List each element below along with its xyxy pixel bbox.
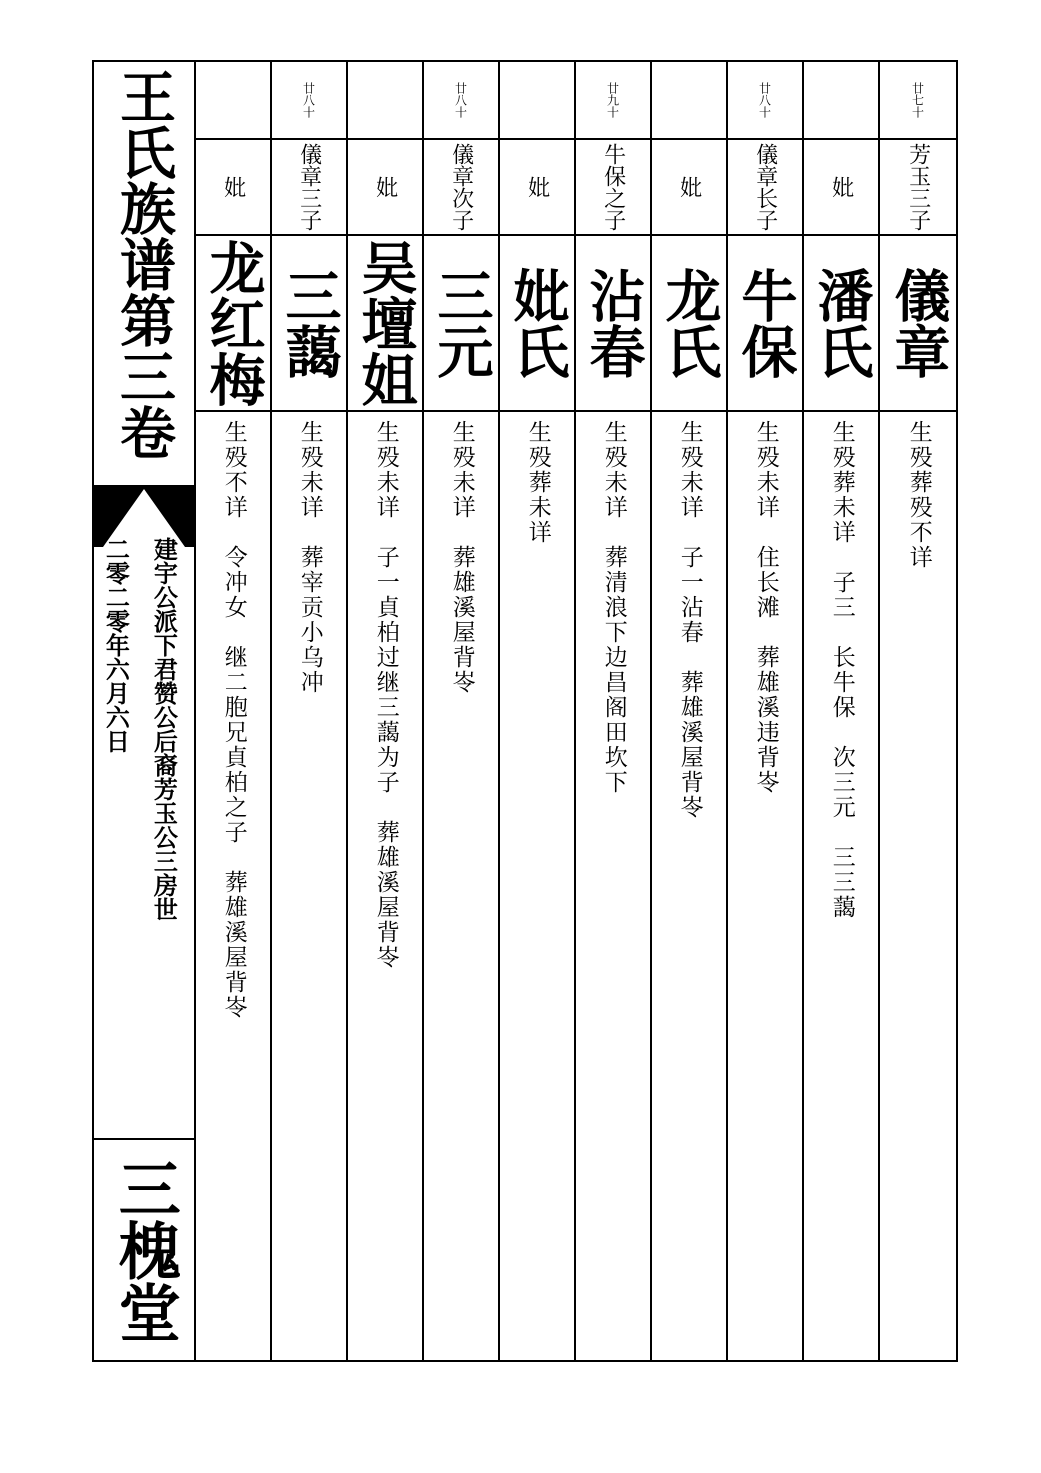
detail-cell — [576, 412, 650, 1360]
detail-cell — [196, 412, 270, 1360]
person-name: 三元 — [428, 267, 495, 379]
entry-column — [804, 62, 880, 1360]
detail-text: 生殁未详 葬清浪下边昌阁田坎下 — [600, 420, 627, 795]
person-name: 龙红梅 — [200, 239, 267, 407]
publish-date: 二零二零年六月六日 — [101, 537, 131, 753]
detail-text: 生殁未详 子一貞柏过继三藹为子 葬雄溪屋背岺 — [372, 420, 399, 970]
detail-cell — [880, 412, 956, 1360]
detail-text: 生殁未详 葬宰贡小乌冲 — [296, 420, 323, 695]
name-cell — [424, 236, 498, 412]
detail-text: 生殁葬未详 — [524, 420, 551, 545]
generation-cell — [196, 62, 270, 140]
generation-cell — [348, 62, 422, 140]
person-name: 沾春 — [580, 267, 647, 379]
relation-text: 儀章三子 — [296, 143, 322, 231]
person-name: 牛保 — [732, 267, 799, 379]
relation-text: 妣 — [220, 176, 246, 198]
relation-cell — [652, 140, 726, 236]
entry-column — [348, 62, 424, 1360]
generation-cell: 廿九十 — [576, 62, 650, 140]
entry-column — [880, 62, 956, 1360]
generation-cell — [652, 62, 726, 140]
generation-cell: 廿八十 — [424, 62, 498, 140]
detail-cell — [348, 412, 422, 1360]
genealogy-page — [92, 60, 958, 1362]
relation-cell — [272, 140, 346, 236]
name-cell — [652, 236, 726, 412]
relation-cell — [804, 140, 878, 236]
detail-text: 生殁不详 令冲女 继二胞兄貞柏之子 葬雄溪屋背岺 — [220, 420, 247, 1020]
name-cell — [576, 236, 650, 412]
person-name: 三藹 — [276, 267, 343, 379]
relation-text: 妣 — [524, 176, 550, 198]
detail-cell — [424, 412, 498, 1360]
entry-column — [272, 62, 348, 1360]
relation-cell — [348, 140, 422, 236]
name-cell — [728, 236, 802, 412]
name-cell — [500, 236, 574, 412]
detail-text: 生殁未详 葬雄溪屋背岺 — [448, 420, 475, 695]
detail-cell — [804, 412, 878, 1360]
entry-column — [424, 62, 500, 1360]
entry-column — [500, 62, 576, 1360]
entry-column — [652, 62, 728, 1360]
person-name: 吴壇姐 — [352, 239, 419, 407]
detail-cell — [728, 412, 802, 1360]
detail-cell — [272, 412, 346, 1360]
relation-cell — [196, 140, 270, 236]
left-title-panel — [94, 62, 196, 1360]
title-block — [94, 62, 194, 487]
person-name: 龙氏 — [656, 267, 723, 379]
name-cell — [348, 236, 422, 412]
generation-cell — [804, 62, 878, 140]
relation-text: 儀章次子 — [448, 143, 474, 231]
person-name: 潘氏 — [808, 267, 875, 379]
detail-text: 生殁葬殁不详 — [905, 420, 932, 570]
relation-text: 妣 — [676, 176, 702, 198]
entry-column — [196, 62, 272, 1360]
hall-name: 三槐堂 — [108, 1157, 182, 1343]
entry-column — [576, 62, 652, 1360]
relation-cell — [880, 140, 956, 236]
name-cell — [880, 236, 956, 412]
name-cell — [804, 236, 878, 412]
detail-text: 生殁葬未详 子三 长牛保 次三元 三三藹 — [828, 420, 855, 920]
relation-cell — [500, 140, 574, 236]
relation-text: 儀章长子 — [752, 143, 778, 231]
book-title: 王氏族谱第三卷 — [111, 68, 177, 460]
generation-cell: 廿八十 — [728, 62, 802, 140]
relation-text: 妣 — [372, 176, 398, 198]
detail-cell — [652, 412, 726, 1360]
person-name: 儀章 — [885, 267, 952, 379]
person-name: 妣氏 — [504, 267, 571, 379]
name-cell — [196, 236, 270, 412]
entry-column — [728, 62, 804, 1360]
relation-text: 妣 — [828, 176, 854, 198]
relation-text: 芳玉三子 — [905, 143, 931, 231]
relation-cell — [728, 140, 802, 236]
detail-cell — [500, 412, 574, 1360]
relation-text: 牛保之子 — [600, 143, 626, 231]
relation-cell — [576, 140, 650, 236]
hall-block — [94, 1138, 194, 1360]
generation-cell — [500, 62, 574, 140]
generation-cell: 廿七十 — [880, 62, 956, 140]
relation-cell — [424, 140, 498, 236]
lineage-text: 建宇公派下君赞公后裔芳玉公三房世 — [149, 537, 179, 921]
name-cell — [272, 236, 346, 412]
detail-text: 生殁未详 子一沾春 葬雄溪屋背岺 — [676, 420, 703, 820]
genealogy-grid — [196, 62, 956, 1360]
generation-cell: 廿八十 — [272, 62, 346, 140]
detail-text: 生殁未详 住长滩 葬雄溪违背岺 — [752, 420, 779, 795]
